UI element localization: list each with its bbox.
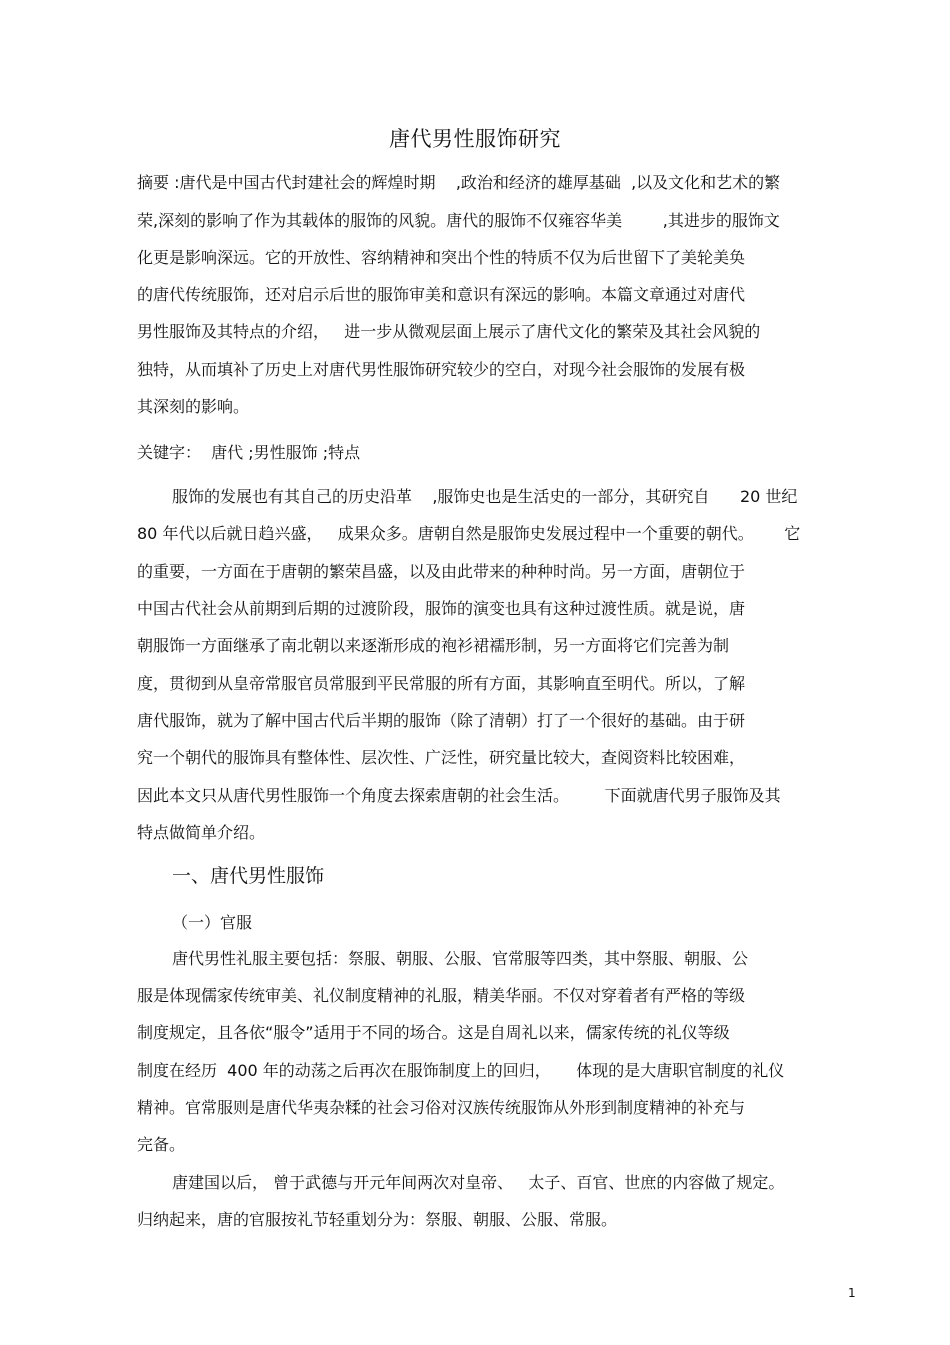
- intro-line: 度，贯彻到从皇帝常服官员常服到平民常服的所有方面，其影响直至明代。所以，了解: [137, 674, 746, 693]
- intro-line: 因此本文只从唐代男性服饰一个角度去探索唐朝的社会生活。 下面就唐代男子服饰及其: [137, 786, 781, 805]
- intro-line: 中国古代社会从前期到后期的过渡阶段，服饰的演变也具有这种过渡性质。就是说，唐: [137, 599, 746, 618]
- subsection-heading: （一）官服: [172, 913, 253, 932]
- abstract-line: 摘要 :唐代是中国古代封建社会的辉煌时期 ,政治和经济的雄厚基础 ,以及文化和艺术的繁: [137, 173, 781, 192]
- page-title: 唐代男性服饰研究: [389, 127, 561, 151]
- abstract-line: 男性服饰及其特点的介绍， 进一步从微观层面上展示了唐代文化的繁荣及其社会风貌的: [137, 322, 761, 341]
- abstract-line: 其深刻的影响。: [137, 397, 250, 416]
- body-line: 服是体现儒家传统审美、礼仪制度精神的礼服，精美华丽。不仅对穿着者有严格的等级: [137, 986, 746, 1005]
- intro-line: 究一个朝代的服饰具有整体性、层次性、广泛性，研究量比较大，查阅资料比较困难，: [137, 748, 746, 767]
- body-line: 归纳起来，唐的官服按礼节轻重划分为：祭服、朝服、公服、常服。: [137, 1210, 618, 1229]
- abstract-line: 的唐代传统服饰，还对启示后世的服饰审美和意识有深远的影响。本篇文章通过对唐代: [137, 285, 746, 304]
- intro-line: 唐代服饰，就为了解中国古代后半期的服饰（除了清朝）打了一个很好的基础。由于研: [137, 711, 746, 730]
- intro-line: 的重要，一方面在于唐朝的繁荣昌盛，以及由此带来的种种时尚。另一方面，唐朝位于: [137, 562, 746, 581]
- body-line: 精神。官常服则是唐代华夷杂糅的社会习俗对汉族传统服饰从外形到制度精神的补充与: [137, 1098, 746, 1117]
- intro-line: 特点做简单介绍。: [137, 823, 266, 842]
- abstract-line: 荣,深刻的影响了作为其载体的服饰的风貌。唐代的服饰不仅雍容华美 ,其进步的服饰文: [137, 211, 780, 230]
- body-line: 唐代男性礼服主要包括：祭服、朝服、公服、官常服等四类，其中祭服、朝服、公: [172, 949, 749, 968]
- section-heading: 一、唐代男性服饰: [172, 865, 325, 887]
- intro-line: 80 年代以后就日趋兴盛， 成果众多。唐朝自然是服饰史发展过程中一个重要的朝代。 它: [137, 524, 801, 543]
- page-number: 1: [848, 1286, 856, 1300]
- abstract-line: 独特，从而填补了历史上对唐代男性服饰研究较少的空白，对现今社会服饰的发展有极: [137, 360, 746, 379]
- body-line: 制度在经历 400 年的动荡之后再次在服饰制度上的回归， 体现的是大唐职官制度的礼仪: [137, 1061, 785, 1080]
- intro-line: 朝服饰一方面继承了南北朝以来逐渐形成的袍衫裙襦形制，另一方面将它们完善为制: [137, 636, 730, 655]
- keywords-line: 关键字： 唐代 ;男性服饰 ;特点: [137, 443, 361, 462]
- body-line: 完备。: [137, 1135, 186, 1154]
- body-line: 制度规定，且各依“服令”适用于不同的场合。这是自周礼以来，儒家传统的礼仪等级: [137, 1023, 730, 1042]
- body-line: 唐建国以后， 曾于武德与开元年间两次对皇帝、 太子、百官、世庶的内容做了规定。: [172, 1173, 785, 1192]
- intro-line: 服饰的发展也有其自己的历史沿革 ,服饰史也是生活史的一部分，其研究自 20 世纪: [172, 487, 798, 506]
- abstract-line: 化更是影响深远。它的开放性、容纳精神和突出个性的特质不仅为后世留下了美轮美奂: [137, 248, 746, 267]
